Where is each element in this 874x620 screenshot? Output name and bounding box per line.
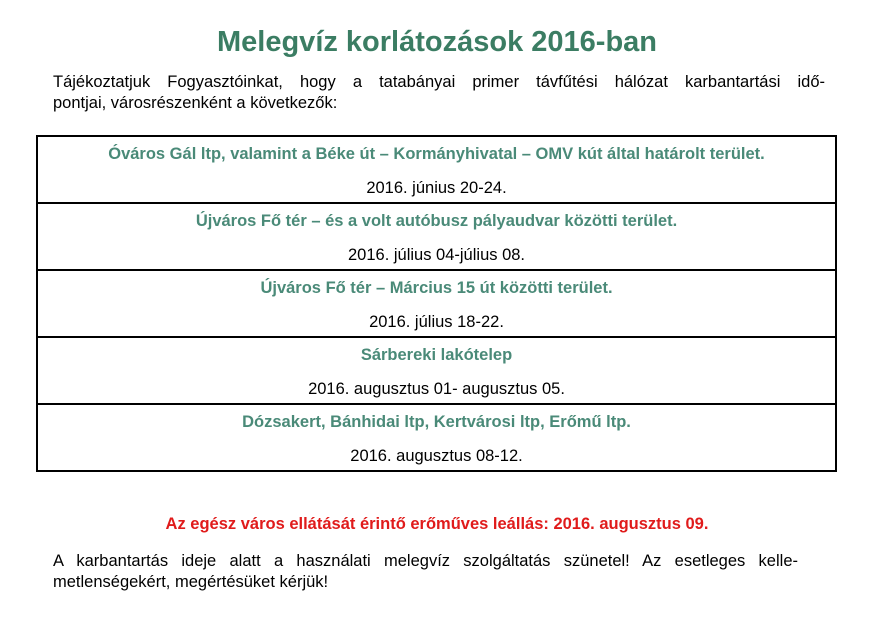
closing-line: metlenségekért, megértésüket kérjük! xyxy=(53,573,329,591)
maintenance-date: 2016. augusztus 08-12. xyxy=(350,447,523,465)
table-row xyxy=(37,337,836,404)
table-row xyxy=(37,404,836,471)
area-name: Újváros Fő tér – Március 15 út közötti terület. xyxy=(260,279,613,297)
table-row xyxy=(37,203,836,270)
page-title: Melegvíz korlátozások 2016-ban xyxy=(217,26,657,58)
maintenance-date: 2016. július 04-július 08. xyxy=(347,246,526,264)
closing-line: A karbantartás ideje alatt a használati melegvíz szolgáltatás szünetel! Az esetleges kelle- xyxy=(53,552,798,570)
schedule-cell xyxy=(37,404,836,471)
schedule-table xyxy=(36,135,837,472)
shutdown-notice: Az egész város ellátását érintő erőműves leállás: 2016. augusztus 09. xyxy=(165,515,709,533)
area-name: Sárbereki lakótelep xyxy=(360,346,513,364)
maintenance-date: 2016. július 18-22. xyxy=(369,313,504,331)
schedule-cell xyxy=(37,337,836,404)
intro-line: pontjai, városrészenként a következők: xyxy=(53,94,338,112)
intro-paragraph xyxy=(53,72,825,114)
table-row xyxy=(37,270,836,337)
schedule-cell xyxy=(37,203,836,270)
schedule-cell xyxy=(37,270,836,337)
maintenance-date: 2016. augusztus 01- augusztus 05. xyxy=(308,380,565,398)
intro-line: Tájékoztatjuk Fogyasztóinkat, hogy a tatabányai primer távfűtési hálózat karbantartási idő- xyxy=(53,73,825,91)
schedule-cell xyxy=(37,136,836,203)
maintenance-date: 2016. június 20-24. xyxy=(366,179,507,197)
table-row xyxy=(37,136,836,203)
area-name: Dózsakert, Bánhidai ltp, Kertvárosi ltp, Erőmű ltp. xyxy=(242,413,631,431)
area-name: Óváros Gál ltp, valamint a Béke út – Kormányhivatal – OMV kút által határolt terület. xyxy=(108,145,765,163)
closing-paragraph xyxy=(53,551,798,593)
area-name: Újváros Fő tér – és a volt autóbusz pályaudvar közötti terület. xyxy=(195,212,678,230)
